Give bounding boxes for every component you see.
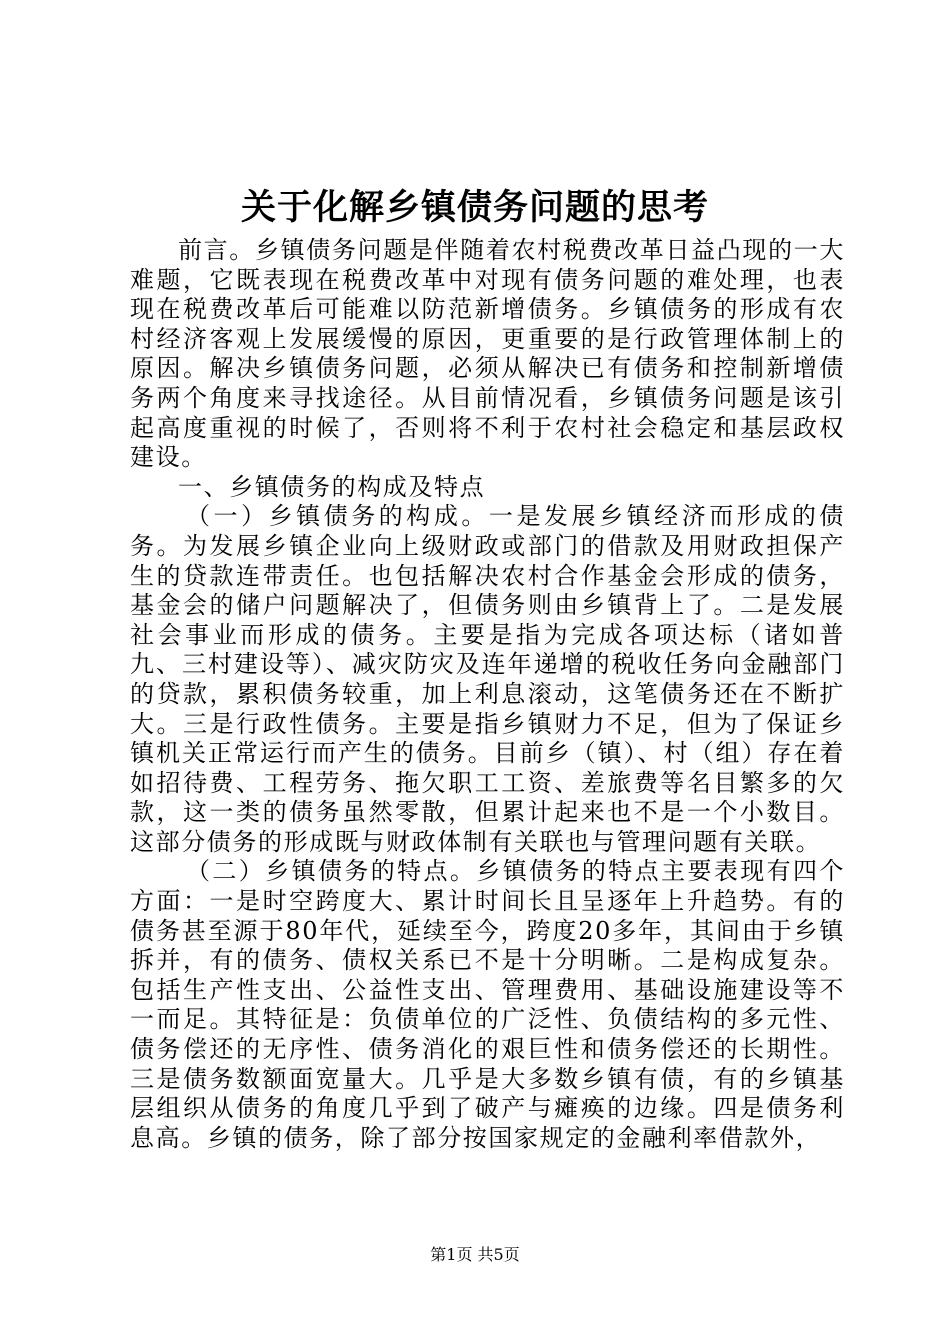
- paragraph-debt-composition: （一）乡镇债务的构成。一是发展乡镇经济而形成的债务。为发展乡镇企业向上级财政或部门的借款及用财政担保产生的贷款连带责任。也包括解决农村合作基金会形成的债务，基金会的储户问题解决了，但债务则由乡镇背上了。二是发展社会事业而形成的债务。主要是指为完成各项达标（诸如普九、三村建设等）、减灾防灾及连年递增的税收任务向金融部门的贷款，累积债务较重，加上利息滚动，这笔债务还在不断扩大。三是行政性债务。主要是指乡镇财力不足，但为了保证乡镇机关正常运行而产生的债务。目前乡（镇）、村（组）存在着如招待费、工程劳务、拖欠职工工资、差旅费等名目繁多的欠款，这一类的债务虽然零散，但累计起来也不是一个小数目。这部分债务的形成既与财政体制有关联也与管理问题有关联。: [130, 502, 845, 856]
- paragraph-preface: 前言。乡镇债务问题是伴随着农村税费改革日益凸现的一大难题，它既表现在税费改革中对现有债务问题的难处理，也表现在税费改革后可能难以防范新增债务。乡镇债务的形成有农村经济客观上发展缓慢的原因，更重要的是行政管理体制上的原因。解决乡镇债务问题，必须从解决已有债务和控制新增债务两个角度来寻找途径。从目前情况看，乡镇债务问题是该引起高度重视的时候了，否则将不利于农村社会稳定和基层政权建设。: [130, 236, 845, 472]
- document-title: 关于化解乡镇债务问题的思考: [240, 187, 709, 228]
- page-number: 第1页 共5页: [430, 1245, 520, 1264]
- section-heading-1: 一、乡镇债务的构成及特点: [178, 472, 486, 501]
- document-body: [130, 236, 845, 1153]
- paragraph-debt-characteristics: （二）乡镇债务的特点。乡镇债务的特点主要表现有四个方面：一是时空跨度大、累计时间长且呈逐年上升趋势。有的债务甚至源于80年代，延续至今，跨度20多年，其间由于乡镇拆并，有的债务、债权关系已不是十分明晰。二是构成复杂。包括生产性支出、公益性支出、管理费用、基础设施建设等不一而足。其特征是：负债单位的广泛性、负债结构的多元性、债务偿还的无序性、债务消化的艰巨性和债务偿还的长期性。三是债务数额面宽量大。几乎是大多数乡镇有债，有的乡镇基层组织从债务的角度几乎到了破产与瘫痪的边缘。四是债务利息高。乡镇的债务，除了部分按国家规定的金融利率借款外，: [130, 857, 845, 1152]
